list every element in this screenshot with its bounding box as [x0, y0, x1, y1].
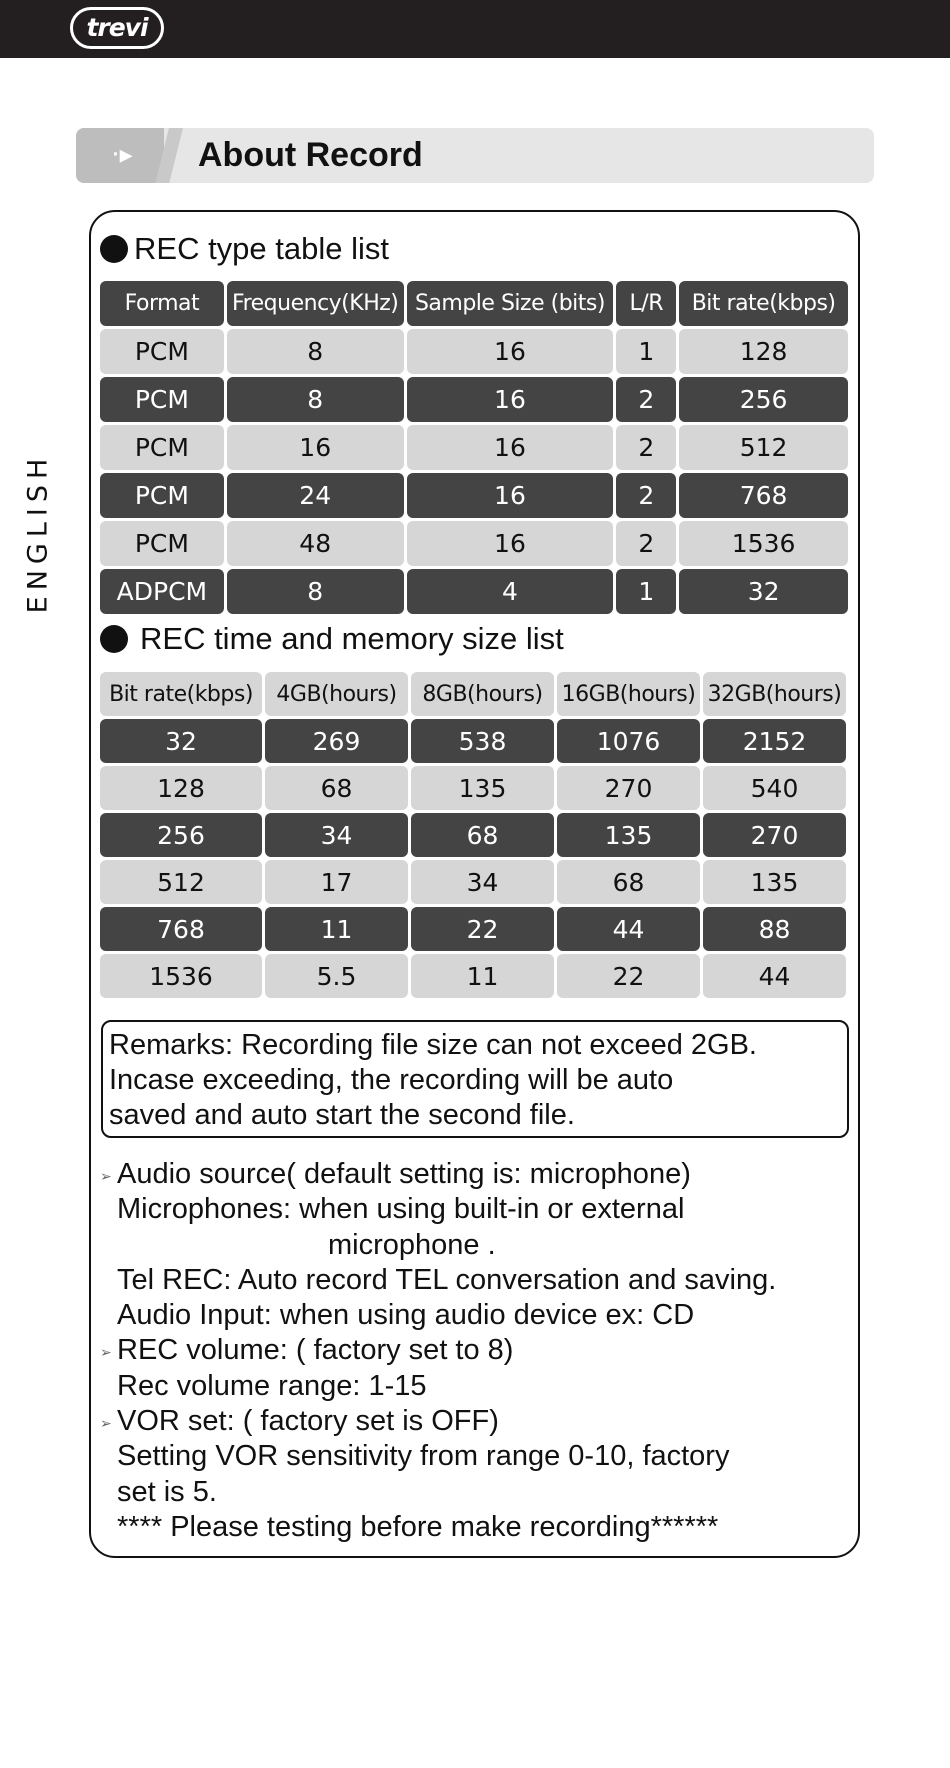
table-cell: 128 [679, 329, 848, 374]
remarks-line: Incase exceeding, the recording will be auto [109, 1064, 674, 1096]
table-cell: 48 [227, 521, 404, 566]
bullet-dot-icon [100, 625, 128, 653]
table-cell: 512 [679, 425, 848, 470]
table-cell: 88 [703, 907, 846, 951]
table-cell: 135 [411, 766, 554, 810]
table-row [100, 860, 848, 904]
table-cell: PCM [100, 377, 224, 422]
settings-notes [100, 1157, 860, 1545]
table-row [100, 377, 848, 422]
note-line [100, 1439, 860, 1474]
note-text: set is 5. [117, 1475, 217, 1508]
table-cell: 11 [265, 907, 408, 951]
note-line [100, 1369, 860, 1404]
note-line [100, 1157, 860, 1192]
table-cell: 32 [679, 569, 848, 614]
table-cell: 2 [616, 473, 676, 518]
table-cell: 256 [679, 377, 848, 422]
note-line [100, 1192, 860, 1227]
table-cell: 135 [557, 813, 700, 857]
note-text: Audio Input: when using audio device ex: CD [117, 1299, 695, 1332]
note-text: Audio source( default setting is: microphone) [117, 1158, 691, 1190]
table-cell: 16 [407, 377, 614, 422]
column-header: 4GB(hours) [265, 672, 408, 716]
table-cell: 135 [703, 860, 846, 904]
table-cell: 68 [557, 860, 700, 904]
note-text: microphone . [328, 1228, 496, 1261]
table-cell: PCM [100, 425, 224, 470]
table-cell: 8 [227, 569, 404, 614]
table-row [100, 907, 848, 951]
note-text: Setting VOR sensitivity from range 0-10, factory [117, 1440, 730, 1473]
table-cell: 2152 [703, 719, 846, 763]
table-row [100, 813, 848, 857]
table-cell: 22 [411, 907, 554, 951]
table-cell: 32 [100, 719, 262, 763]
table-cell: 2 [616, 425, 676, 470]
table-header-row [100, 281, 848, 326]
rec-type-heading-text: REC type table list [134, 231, 389, 266]
remarks-line: saved and auto start the second file. [109, 1099, 575, 1131]
column-header: Sample Size (bits) [407, 281, 614, 326]
column-header: 8GB(hours) [411, 672, 554, 716]
table-cell: 34 [411, 860, 554, 904]
arrow-bullet-icon: ➢ [100, 1345, 112, 1362]
top-bar [0, 0, 950, 58]
table-cell: ADPCM [100, 569, 224, 614]
rec-type-table [100, 281, 848, 617]
table-cell: 16 [407, 425, 614, 470]
column-header: Bit rate(kbps) [679, 281, 848, 326]
table-cell: 4 [407, 569, 614, 614]
bullet-dot-icon [100, 235, 128, 263]
remarks-box [101, 1020, 849, 1138]
table-cell: 256 [100, 813, 262, 857]
table-cell: 44 [703, 954, 846, 998]
table-cell: 34 [265, 813, 408, 857]
table-row [100, 766, 848, 810]
table-row [100, 954, 848, 998]
table-cell: 768 [679, 473, 848, 518]
column-header: 32GB(hours) [703, 672, 846, 716]
remarks-line: Remarks: Recording file size can not exceed 2GB. [109, 1029, 757, 1061]
table-cell: 540 [703, 766, 846, 810]
table-cell: 11 [411, 954, 554, 998]
table-cell: 44 [557, 907, 700, 951]
table-cell: 512 [100, 860, 262, 904]
table-cell: 270 [557, 766, 700, 810]
table-cell: PCM [100, 473, 224, 518]
note-line [100, 1333, 860, 1368]
table-row [100, 521, 848, 566]
note-text: REC volume: ( factory set to 8) [117, 1334, 514, 1367]
note-text: Rec volume range: 1-15 [117, 1369, 427, 1402]
rec-time-heading-text: REC time and memory size list [140, 621, 564, 656]
table-row [100, 425, 848, 470]
table-cell: 17 [265, 860, 408, 904]
table-cell: 2 [616, 521, 676, 566]
table-row [100, 473, 848, 518]
table-cell: 16 [407, 329, 614, 374]
note-line [100, 1298, 860, 1333]
language-label-text: ENGLISH [22, 452, 54, 614]
brand-logo: trevi [70, 7, 164, 49]
table-row [100, 719, 848, 763]
table-cell: 16 [227, 425, 404, 470]
table-cell: 68 [411, 813, 554, 857]
table-header-row [100, 672, 848, 716]
table-cell: 1 [616, 569, 676, 614]
table-cell: 270 [703, 813, 846, 857]
table-cell: 1536 [679, 521, 848, 566]
rec-time-table [100, 672, 848, 1001]
table-cell: 538 [411, 719, 554, 763]
note-line [100, 1404, 860, 1439]
table-row [100, 329, 848, 374]
table-cell: 768 [100, 907, 262, 951]
column-header: L/R [616, 281, 676, 326]
note-text: Tel REC: Auto record TEL conversation and saving. [117, 1263, 777, 1296]
arrow-bullet-icon: ➢ [100, 1169, 112, 1185]
note-text: **** Please testing before make recording****** [117, 1510, 719, 1543]
note-text: VOR set: ( factory set is OFF) [117, 1405, 499, 1438]
table-cell: 128 [100, 766, 262, 810]
table-cell: PCM [100, 329, 224, 374]
note-line [100, 1263, 860, 1298]
column-header: Frequency(KHz) [227, 281, 404, 326]
table-cell: 8 [227, 377, 404, 422]
column-header: 16GB(hours) [557, 672, 700, 716]
language-side-label [12, 428, 64, 638]
rec-time-heading [100, 621, 564, 657]
table-cell: 1536 [100, 954, 262, 998]
table-cell: 269 [265, 719, 408, 763]
section-header [76, 128, 874, 183]
table-cell: 16 [407, 521, 614, 566]
note-line [100, 1510, 860, 1545]
table-cell: 8 [227, 329, 404, 374]
arrow-right-icon: ·▸ [111, 140, 133, 170]
table-cell: 68 [265, 766, 408, 810]
note-line [100, 1475, 860, 1510]
table-cell: 1076 [557, 719, 700, 763]
note-text: Microphones: when using built-in or external [117, 1193, 685, 1226]
table-cell: 5.5 [265, 954, 408, 998]
table-cell: 1 [616, 329, 676, 374]
table-cell: PCM [100, 521, 224, 566]
table-cell: 16 [407, 473, 614, 518]
column-header: Bit rate(kbps) [100, 672, 262, 716]
rec-type-heading [100, 231, 389, 267]
table-cell: 24 [227, 473, 404, 518]
section-title: About Record [198, 136, 423, 174]
table-cell: 2 [616, 377, 676, 422]
note-line [100, 1228, 860, 1263]
column-header: Format [100, 281, 224, 326]
table-cell: 22 [557, 954, 700, 998]
table-row [100, 569, 848, 614]
arrow-bullet-icon: ➢ [100, 1416, 112, 1433]
